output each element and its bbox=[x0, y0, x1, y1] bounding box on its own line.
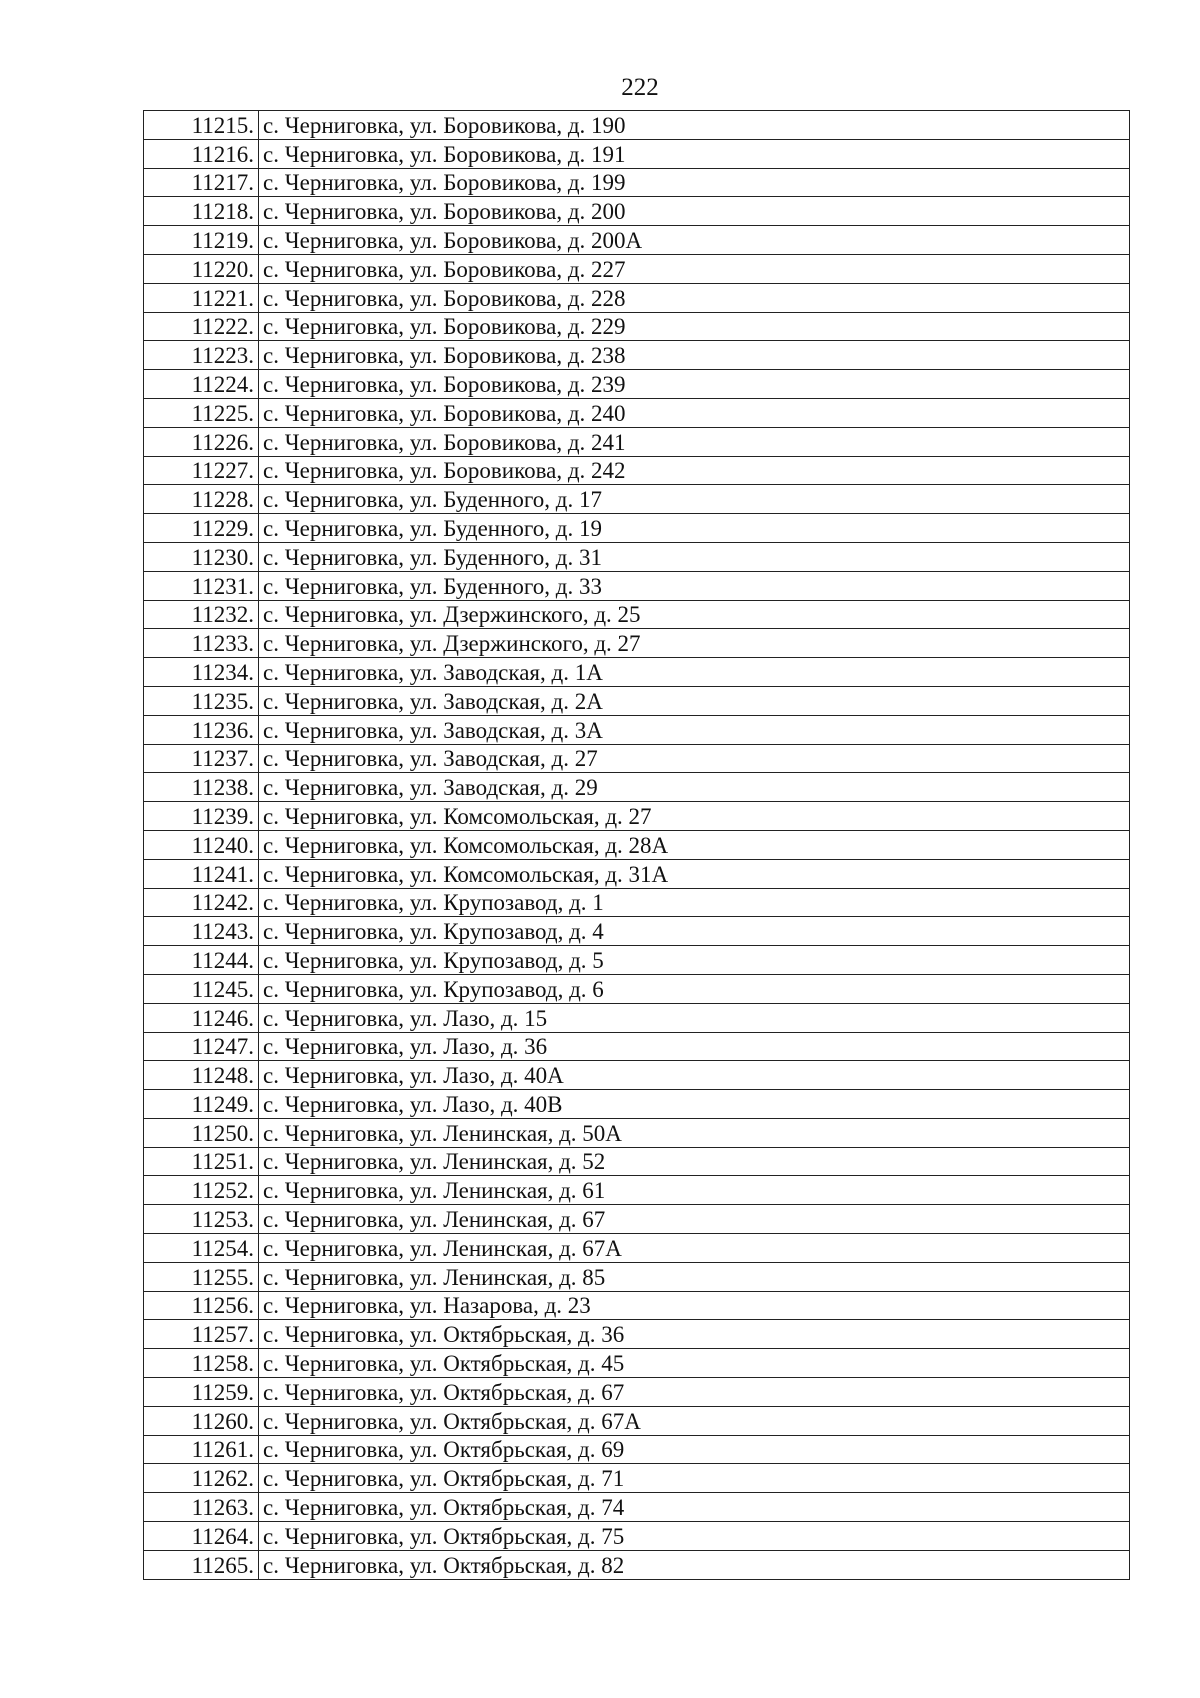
row-address: с. Черниговка, ул. Дзержинского, д. 27 bbox=[259, 629, 1130, 658]
table-row bbox=[144, 370, 1130, 399]
table-row bbox=[144, 686, 1130, 715]
table-row bbox=[144, 341, 1130, 370]
table-row bbox=[144, 1262, 1130, 1291]
row-address: с. Черниговка, ул. Крупозавод, д. 6 bbox=[259, 974, 1130, 1003]
row-address: с. Черниговка, ул. Буденного, д. 31 bbox=[259, 542, 1130, 571]
table-row bbox=[144, 802, 1130, 831]
table-row bbox=[144, 830, 1130, 859]
row-number: 11229. bbox=[144, 514, 259, 543]
row-address: с. Черниговка, ул. Заводская, д. 3А bbox=[259, 715, 1130, 744]
row-address: с. Черниговка, ул. Комсомольская, д. 27 bbox=[259, 802, 1130, 831]
row-number: 11240. bbox=[144, 830, 259, 859]
row-number: 11264. bbox=[144, 1522, 259, 1551]
row-number: 11230. bbox=[144, 542, 259, 571]
table-row bbox=[144, 283, 1130, 312]
table-row bbox=[144, 744, 1130, 773]
table-row bbox=[144, 946, 1130, 975]
row-number: 11248. bbox=[144, 1061, 259, 1090]
row-address: с. Черниговка, ул. Октябрьская, д. 67 bbox=[259, 1378, 1130, 1407]
row-number: 11234. bbox=[144, 658, 259, 687]
row-address: с. Черниговка, ул. Заводская, д. 29 bbox=[259, 773, 1130, 802]
row-number: 11239. bbox=[144, 802, 259, 831]
table-row bbox=[144, 1349, 1130, 1378]
row-address: с. Черниговка, ул. Боровикова, д. 228 bbox=[259, 283, 1130, 312]
row-number: 11215. bbox=[144, 111, 259, 140]
row-address: с. Черниговка, ул. Боровикова, д. 200 bbox=[259, 197, 1130, 226]
row-address: с. Черниговка, ул. Боровикова, д. 241 bbox=[259, 427, 1130, 456]
row-address: с. Черниговка, ул. Октябрьская, д. 67А bbox=[259, 1406, 1130, 1435]
table-row bbox=[144, 456, 1130, 485]
row-number: 11258. bbox=[144, 1349, 259, 1378]
row-number: 11237. bbox=[144, 744, 259, 773]
row-number: 11247. bbox=[144, 1032, 259, 1061]
table-row bbox=[144, 514, 1130, 543]
table-row bbox=[144, 859, 1130, 888]
table-row bbox=[144, 1032, 1130, 1061]
row-number: 11232. bbox=[144, 600, 259, 629]
row-number: 11262. bbox=[144, 1464, 259, 1493]
table-row bbox=[144, 1320, 1130, 1349]
row-address: с. Черниговка, ул. Боровикова, д. 238 bbox=[259, 341, 1130, 370]
row-address: с. Черниговка, ул. Заводская, д. 2А bbox=[259, 686, 1130, 715]
table-row bbox=[144, 715, 1130, 744]
table-row bbox=[144, 1234, 1130, 1263]
table-row bbox=[144, 168, 1130, 197]
row-number: 11255. bbox=[144, 1262, 259, 1291]
table-row bbox=[144, 1464, 1130, 1493]
row-address: с. Черниговка, ул. Лазо, д. 40А bbox=[259, 1061, 1130, 1090]
table-row bbox=[144, 542, 1130, 571]
row-number: 11220. bbox=[144, 254, 259, 283]
row-number: 11217. bbox=[144, 168, 259, 197]
row-address: с. Черниговка, ул. Боровикова, д. 229 bbox=[259, 312, 1130, 341]
table-row bbox=[144, 1118, 1130, 1147]
row-address: с. Черниговка, ул. Боровикова, д. 242 bbox=[259, 456, 1130, 485]
row-address: с. Черниговка, ул. Лазо, д. 36 bbox=[259, 1032, 1130, 1061]
page-number: 222 bbox=[621, 74, 659, 101]
row-number: 11225. bbox=[144, 398, 259, 427]
row-address: с. Черниговка, ул. Буденного, д. 17 bbox=[259, 485, 1130, 514]
table-row bbox=[144, 974, 1130, 1003]
table-row bbox=[144, 917, 1130, 946]
row-number: 11238. bbox=[144, 773, 259, 802]
row-number: 11251. bbox=[144, 1147, 259, 1176]
row-address: с. Черниговка, ул. Лазо, д. 40В bbox=[259, 1090, 1130, 1119]
row-number: 11226. bbox=[144, 427, 259, 456]
row-address: с. Черниговка, ул. Октябрьская, д. 82 bbox=[259, 1550, 1130, 1579]
row-address: с. Черниговка, ул. Ленинская, д. 50А bbox=[259, 1118, 1130, 1147]
row-number: 11243. bbox=[144, 917, 259, 946]
row-address: с. Черниговка, ул. Заводская, д. 27 bbox=[259, 744, 1130, 773]
table-row bbox=[144, 1003, 1130, 1032]
row-address: с. Черниговка, ул. Заводская, д. 1А bbox=[259, 658, 1130, 687]
row-number: 11228. bbox=[144, 485, 259, 514]
table-row bbox=[144, 197, 1130, 226]
address-table-body bbox=[144, 111, 1130, 1580]
row-address: с. Черниговка, ул. Ленинская, д. 67 bbox=[259, 1205, 1130, 1234]
table-row bbox=[144, 1522, 1130, 1551]
row-number: 11246. bbox=[144, 1003, 259, 1032]
row-number: 11253. bbox=[144, 1205, 259, 1234]
address-table bbox=[143, 110, 1130, 1580]
row-number: 11265. bbox=[144, 1550, 259, 1579]
row-number: 11261. bbox=[144, 1435, 259, 1464]
table-row bbox=[144, 1176, 1130, 1205]
row-number: 11245. bbox=[144, 974, 259, 1003]
table-row bbox=[144, 888, 1130, 917]
row-address: с. Черниговка, ул. Боровикова, д. 190 bbox=[259, 111, 1130, 140]
row-number: 11260. bbox=[144, 1406, 259, 1435]
row-address: с. Черниговка, ул. Боровикова, д. 239 bbox=[259, 370, 1130, 399]
table-row bbox=[144, 254, 1130, 283]
table-row bbox=[144, 111, 1130, 140]
row-number: 11221. bbox=[144, 283, 259, 312]
table-row bbox=[144, 1378, 1130, 1407]
row-address: с. Черниговка, ул. Лазо, д. 15 bbox=[259, 1003, 1130, 1032]
row-address: с. Черниговка, ул. Боровикова, д. 200А bbox=[259, 226, 1130, 255]
row-number: 11241. bbox=[144, 859, 259, 888]
row-address: с. Черниговка, ул. Боровикова, д. 227 bbox=[259, 254, 1130, 283]
row-address: с. Черниговка, ул. Октябрьская, д. 74 bbox=[259, 1493, 1130, 1522]
row-number: 11231. bbox=[144, 571, 259, 600]
table-row bbox=[144, 427, 1130, 456]
table-row bbox=[144, 1291, 1130, 1320]
table-row bbox=[144, 1406, 1130, 1435]
table-row bbox=[144, 139, 1130, 168]
table-row bbox=[144, 1550, 1130, 1579]
row-number: 11219. bbox=[144, 226, 259, 255]
table-row bbox=[144, 398, 1130, 427]
row-number: 11222. bbox=[144, 312, 259, 341]
row-number: 11257. bbox=[144, 1320, 259, 1349]
row-number: 11263. bbox=[144, 1493, 259, 1522]
row-address: с. Черниговка, ул. Буденного, д. 19 bbox=[259, 514, 1130, 543]
table-row bbox=[144, 226, 1130, 255]
row-number: 11236. bbox=[144, 715, 259, 744]
table-row bbox=[144, 485, 1130, 514]
row-address: с. Черниговка, ул. Крупозавод, д. 1 bbox=[259, 888, 1130, 917]
table-row bbox=[144, 312, 1130, 341]
row-number: 11249. bbox=[144, 1090, 259, 1119]
table-row bbox=[144, 1147, 1130, 1176]
row-address: с. Черниговка, ул. Комсомольская, д. 28А bbox=[259, 830, 1130, 859]
table-row bbox=[144, 1493, 1130, 1522]
row-number: 11224. bbox=[144, 370, 259, 399]
row-address: с. Черниговка, ул. Октябрьская, д. 75 bbox=[259, 1522, 1130, 1551]
row-address: с. Черниговка, ул. Крупозавод, д. 5 bbox=[259, 946, 1130, 975]
row-address: с. Черниговка, ул. Октябрьская, д. 69 bbox=[259, 1435, 1130, 1464]
table-row bbox=[144, 658, 1130, 687]
table-row bbox=[144, 600, 1130, 629]
row-number: 11216. bbox=[144, 139, 259, 168]
row-address: с. Черниговка, ул. Ленинская, д. 67А bbox=[259, 1234, 1130, 1263]
row-number: 11256. bbox=[144, 1291, 259, 1320]
row-number: 11242. bbox=[144, 888, 259, 917]
row-address: с. Черниговка, ул. Ленинская, д. 85 bbox=[259, 1262, 1130, 1291]
table-row bbox=[144, 773, 1130, 802]
row-number: 11250. bbox=[144, 1118, 259, 1147]
table-row bbox=[144, 629, 1130, 658]
table-row bbox=[144, 1435, 1130, 1464]
row-number: 11254. bbox=[144, 1234, 259, 1263]
row-number: 11233. bbox=[144, 629, 259, 658]
table-row bbox=[144, 1205, 1130, 1234]
row-number: 11235. bbox=[144, 686, 259, 715]
row-number: 11218. bbox=[144, 197, 259, 226]
row-address: с. Черниговка, ул. Боровикова, д. 199 bbox=[259, 168, 1130, 197]
row-address: с. Черниговка, ул. Ленинская, д. 52 bbox=[259, 1147, 1130, 1176]
row-address: с. Черниговка, ул. Октябрьская, д. 45 bbox=[259, 1349, 1130, 1378]
row-address: с. Черниговка, ул. Ленинская, д. 61 bbox=[259, 1176, 1130, 1205]
row-address: с. Черниговка, ул. Дзержинского, д. 25 bbox=[259, 600, 1130, 629]
row-number: 11227. bbox=[144, 456, 259, 485]
table-row bbox=[144, 1061, 1130, 1090]
row-address: с. Черниговка, ул. Назарова, д. 23 bbox=[259, 1291, 1130, 1320]
row-number: 11252. bbox=[144, 1176, 259, 1205]
row-number: 11223. bbox=[144, 341, 259, 370]
row-address: с. Черниговка, ул. Боровикова, д. 191 bbox=[259, 139, 1130, 168]
row-address: с. Черниговка, ул. Боровикова, д. 240 bbox=[259, 398, 1130, 427]
row-address: с. Черниговка, ул. Октябрьская, д. 71 bbox=[259, 1464, 1130, 1493]
row-number: 11244. bbox=[144, 946, 259, 975]
row-number: 11259. bbox=[144, 1378, 259, 1407]
row-address: с. Черниговка, ул. Крупозавод, д. 4 bbox=[259, 917, 1130, 946]
table-row bbox=[144, 571, 1130, 600]
table-row bbox=[144, 1090, 1130, 1119]
row-address: с. Черниговка, ул. Буденного, д. 33 bbox=[259, 571, 1130, 600]
row-address: с. Черниговка, ул. Октябрьская, д. 36 bbox=[259, 1320, 1130, 1349]
row-address: с. Черниговка, ул. Комсомольская, д. 31А bbox=[259, 859, 1130, 888]
